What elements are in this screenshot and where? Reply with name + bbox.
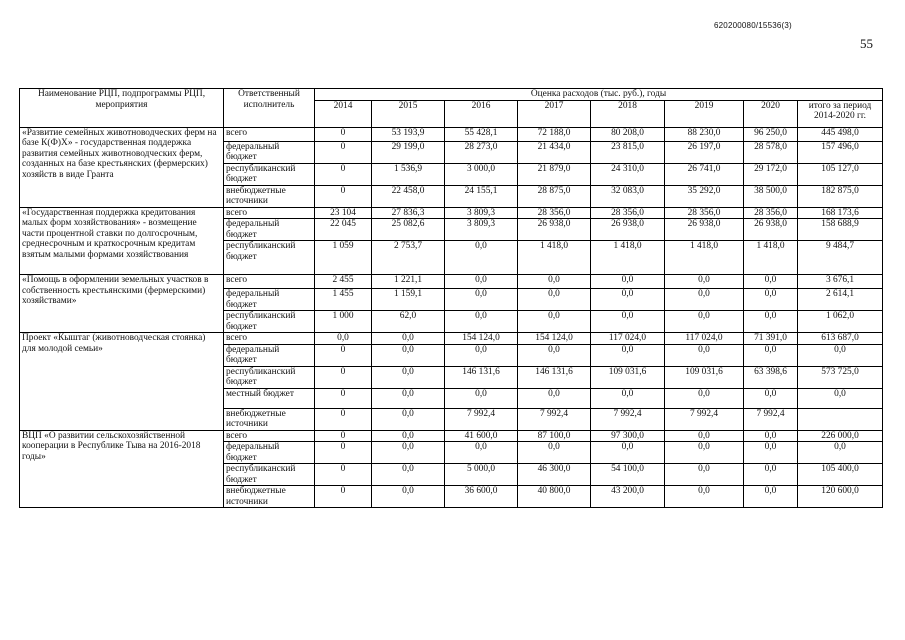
value-cell: 38 500,0 xyxy=(744,185,798,207)
table-row xyxy=(20,127,883,141)
total-value-cell: 9 484,7 xyxy=(798,241,883,275)
value-cell: 28 356,0 xyxy=(591,207,665,219)
value-cell: 0,0 xyxy=(518,311,591,333)
total-value-cell: 105 400,0 xyxy=(798,464,883,486)
value-cell: 0,0 xyxy=(744,442,798,464)
value-cell: 2 753,7 xyxy=(372,241,445,275)
value-cell: 0,0 xyxy=(665,311,744,333)
value-cell: 1 221,1 xyxy=(372,275,445,289)
value-cell: 146 131,6 xyxy=(518,366,591,388)
value-cell: 0,0 xyxy=(372,464,445,486)
value-cell: 0 xyxy=(315,366,372,388)
page-number: 55 xyxy=(860,36,873,51)
funding-source-cell: республиканский бюджет xyxy=(224,163,315,185)
value-cell: 43 200,0 xyxy=(591,486,665,508)
funding-source-cell: федеральный бюджет xyxy=(224,141,315,163)
program-name-cell: «Помощь в оформлении земельных участков в собственность крестьянскими (фермерскими) хозяйствами» xyxy=(20,275,224,333)
value-cell: 0,0 xyxy=(665,442,744,464)
table-row xyxy=(20,207,883,219)
value-cell: 27 836,3 xyxy=(372,207,445,219)
value-cell: 0 xyxy=(315,442,372,464)
total-value-cell: 157 496,0 xyxy=(798,141,883,163)
value-cell: 28 356,0 xyxy=(665,207,744,219)
value-cell: 28 356,0 xyxy=(744,207,798,219)
total-value-cell xyxy=(798,408,883,430)
value-cell: 1 059 xyxy=(315,241,372,275)
value-cell: 1 418,0 xyxy=(744,241,798,275)
value-cell: 1 159,1 xyxy=(372,289,445,311)
value-cell: 0,0 xyxy=(445,344,518,366)
value-cell: 62,0 xyxy=(372,311,445,333)
value-cell: 0,0 xyxy=(518,275,591,289)
value-cell: 0,0 xyxy=(372,430,445,442)
value-cell: 28 273,0 xyxy=(445,141,518,163)
value-cell: 63 398,6 xyxy=(744,366,798,388)
total-value-cell: 2 614,1 xyxy=(798,289,883,311)
value-cell: 5 000,0 xyxy=(445,464,518,486)
value-cell: 0,0 xyxy=(372,442,445,464)
table-row xyxy=(20,333,883,345)
value-cell: 0,0 xyxy=(518,289,591,311)
value-cell: 0 xyxy=(315,127,372,141)
total-value-cell: 168 173,6 xyxy=(798,207,883,219)
program-name-cell: «Развитие семейных животноводческих ферм на базе К(Ф)Х» - государственная поддержка развития семейных животноводческих ферм, созданных на базе крестьянских (фермерских) хозяйств в виде Гранта xyxy=(20,127,224,207)
value-cell: 0 xyxy=(315,141,372,163)
funding-source-cell: федеральный бюджет xyxy=(224,442,315,464)
value-cell: 1 000 xyxy=(315,311,372,333)
value-cell: 0,0 xyxy=(744,289,798,311)
total-value-cell: 120 600,0 xyxy=(798,486,883,508)
year-header: 2017 xyxy=(518,100,591,127)
total-value-cell: 3 676,1 xyxy=(798,275,883,289)
value-cell: 0,0 xyxy=(665,388,744,408)
value-cell: 7 992,4 xyxy=(744,408,798,430)
value-cell: 22 458,0 xyxy=(372,185,445,207)
value-cell: 21 879,0 xyxy=(518,163,591,185)
total-value-cell: 105 127,0 xyxy=(798,163,883,185)
value-cell: 0,0 xyxy=(445,442,518,464)
table-row xyxy=(20,430,883,442)
value-cell: 80 208,0 xyxy=(591,127,665,141)
value-cell: 0 xyxy=(315,408,372,430)
document-id: 620200080/15536(3) xyxy=(714,21,792,30)
funding-source-cell: республиканский бюджет xyxy=(224,464,315,486)
value-cell: 0,0 xyxy=(744,464,798,486)
value-cell: 88 230,0 xyxy=(665,127,744,141)
value-cell: 87 100,0 xyxy=(518,430,591,442)
value-cell: 146 131,6 xyxy=(445,366,518,388)
value-cell: 0 xyxy=(315,163,372,185)
value-cell: 1 418,0 xyxy=(665,241,744,275)
value-cell: 0,0 xyxy=(445,275,518,289)
value-cell: 0 xyxy=(315,430,372,442)
value-cell: 7 992,4 xyxy=(445,408,518,430)
value-cell: 53 193,9 xyxy=(372,127,445,141)
value-cell: 7 992,4 xyxy=(518,408,591,430)
value-cell: 23 815,0 xyxy=(591,141,665,163)
value-cell: 0,0 xyxy=(744,344,798,366)
value-cell: 154 124,0 xyxy=(518,333,591,345)
year-header: 2020 xyxy=(744,100,798,127)
total-header: итого за период 2014-2020 гг. xyxy=(798,100,883,127)
value-cell: 0,0 xyxy=(372,388,445,408)
value-cell: 3 000,0 xyxy=(445,163,518,185)
value-cell: 26 938,0 xyxy=(518,219,591,241)
value-cell: 1 536,9 xyxy=(372,163,445,185)
value-cell: 0,0 xyxy=(445,388,518,408)
value-cell: 97 300,0 xyxy=(591,430,665,442)
value-cell: 0 xyxy=(315,388,372,408)
value-cell: 26 938,0 xyxy=(744,219,798,241)
value-cell: 1 418,0 xyxy=(518,241,591,275)
value-cell: 3 809,3 xyxy=(445,207,518,219)
value-cell: 0,0 xyxy=(591,311,665,333)
header-costs-cell: Оценка расходов (тыс. руб.), годы xyxy=(315,89,883,101)
funding-source-cell: внебюджетные источники xyxy=(224,486,315,508)
value-cell: 29 172,0 xyxy=(744,163,798,185)
value-cell: 0,0 xyxy=(372,366,445,388)
funding-source-cell: федеральный бюджет xyxy=(224,219,315,241)
value-cell: 0,0 xyxy=(744,275,798,289)
funding-source-cell: внебюджетные источники xyxy=(224,185,315,207)
funding-source-cell: республиканский бюджет xyxy=(224,241,315,275)
value-cell: 21 434,0 xyxy=(518,141,591,163)
value-cell: 0,0 xyxy=(518,442,591,464)
value-cell: 22 045 xyxy=(315,219,372,241)
value-cell: 2 455 xyxy=(315,275,372,289)
value-cell: 46 300,0 xyxy=(518,464,591,486)
value-cell: 28 356,0 xyxy=(518,207,591,219)
value-cell: 0 xyxy=(315,185,372,207)
value-cell: 0,0 xyxy=(744,311,798,333)
value-cell: 117 024,0 xyxy=(591,333,665,345)
value-cell: 0,0 xyxy=(591,442,665,464)
value-cell: 109 031,6 xyxy=(591,366,665,388)
value-cell: 26 938,0 xyxy=(591,219,665,241)
header-row-1 xyxy=(20,89,883,101)
program-name-cell: «Государственная поддержка кредитования малых форм хозяйствования» - возмещение части процентной ставки по долгосрочным, среднесрочным и краткосрочным кредитам взятым малыми формами хозяйствования xyxy=(20,207,224,275)
value-cell: 96 250,0 xyxy=(744,127,798,141)
value-cell: 1 455 xyxy=(315,289,372,311)
value-cell: 0,0 xyxy=(315,333,372,345)
value-cell: 0,0 xyxy=(445,311,518,333)
year-header: 2016 xyxy=(445,100,518,127)
funding-source-cell: всего xyxy=(224,430,315,442)
total-value-cell: 182 875,0 xyxy=(798,185,883,207)
value-cell: 0,0 xyxy=(445,241,518,275)
funding-source-cell: республиканский бюджет xyxy=(224,366,315,388)
expense-table xyxy=(19,88,883,508)
value-cell: 0,0 xyxy=(372,333,445,345)
value-cell: 40 800,0 xyxy=(518,486,591,508)
value-cell: 41 600,0 xyxy=(445,430,518,442)
funding-source-cell: внебюджетные источники xyxy=(224,408,315,430)
total-value-cell: 226 000,0 xyxy=(798,430,883,442)
value-cell: 0,0 xyxy=(591,344,665,366)
program-name-cell: Проект «Кыштаг (животноводческая стоянка) для молодой семьи» xyxy=(20,333,224,431)
year-header: 2014 xyxy=(315,100,372,127)
value-cell: 0,0 xyxy=(591,275,665,289)
value-cell: 54 100,0 xyxy=(591,464,665,486)
funding-source-cell: всего xyxy=(224,275,315,289)
value-cell: 0,0 xyxy=(744,430,798,442)
year-header: 2019 xyxy=(665,100,744,127)
value-cell: 0,0 xyxy=(445,289,518,311)
value-cell: 0,0 xyxy=(665,289,744,311)
value-cell: 28 578,0 xyxy=(744,141,798,163)
value-cell: 7 992,4 xyxy=(665,408,744,430)
total-value-cell: 0,0 xyxy=(798,344,883,366)
funding-source-cell: всего xyxy=(224,207,315,219)
total-value-cell: 445 498,0 xyxy=(798,127,883,141)
program-name-cell: ВЦП «О развитии сельскохозяйственной кооперации в Республике Тыва на 2016-2018 годы» xyxy=(20,430,224,508)
value-cell: 0,0 xyxy=(665,344,744,366)
value-cell: 0,0 xyxy=(372,344,445,366)
value-cell: 0,0 xyxy=(665,430,744,442)
year-header: 2018 xyxy=(591,100,665,127)
header-responsible-cell: Ответственный исполнитель xyxy=(224,89,315,128)
value-cell: 24 155,1 xyxy=(445,185,518,207)
value-cell: 0,0 xyxy=(591,388,665,408)
value-cell: 1 418,0 xyxy=(591,241,665,275)
header-name-cell: Наименование РЦП, подпрограммы РЦП, мероприятия xyxy=(20,89,224,128)
value-cell: 0,0 xyxy=(744,486,798,508)
value-cell: 71 391,0 xyxy=(744,333,798,345)
total-value-cell: 158 688,9 xyxy=(798,219,883,241)
value-cell: 0,0 xyxy=(665,275,744,289)
value-cell: 0,0 xyxy=(372,486,445,508)
value-cell: 72 188,0 xyxy=(518,127,591,141)
value-cell: 35 292,0 xyxy=(665,185,744,207)
value-cell: 7 992,4 xyxy=(591,408,665,430)
funding-source-cell: республиканский бюджет xyxy=(224,311,315,333)
value-cell: 0,0 xyxy=(372,408,445,430)
value-cell: 0,0 xyxy=(518,388,591,408)
value-cell: 55 428,1 xyxy=(445,127,518,141)
value-cell: 154 124,0 xyxy=(445,333,518,345)
value-cell: 23 104 xyxy=(315,207,372,219)
funding-source-cell: федеральный бюджет xyxy=(224,289,315,311)
funding-source-cell: всего xyxy=(224,127,315,141)
value-cell: 0,0 xyxy=(744,388,798,408)
value-cell: 0 xyxy=(315,464,372,486)
total-value-cell: 0,0 xyxy=(798,442,883,464)
funding-source-cell: федеральный бюджет xyxy=(224,344,315,366)
value-cell: 0 xyxy=(315,486,372,508)
value-cell: 0 xyxy=(315,344,372,366)
value-cell: 24 310,0 xyxy=(591,163,665,185)
value-cell: 3 809,3 xyxy=(445,219,518,241)
table-row xyxy=(20,275,883,289)
total-value-cell: 573 725,0 xyxy=(798,366,883,388)
value-cell: 0,0 xyxy=(665,464,744,486)
value-cell: 32 083,0 xyxy=(591,185,665,207)
total-value-cell: 0,0 xyxy=(798,388,883,408)
value-cell: 25 082,6 xyxy=(372,219,445,241)
total-value-cell: 1 062,0 xyxy=(798,311,883,333)
funding-source-cell: местный бюджет xyxy=(224,388,315,408)
funding-source-cell: всего xyxy=(224,333,315,345)
year-header: 2015 xyxy=(372,100,445,127)
value-cell: 0,0 xyxy=(665,486,744,508)
value-cell: 117 024,0 xyxy=(665,333,744,345)
value-cell: 28 875,0 xyxy=(518,185,591,207)
value-cell: 36 600,0 xyxy=(445,486,518,508)
total-value-cell: 613 687,0 xyxy=(798,333,883,345)
value-cell: 0,0 xyxy=(591,289,665,311)
value-cell: 26 197,0 xyxy=(665,141,744,163)
value-cell: 0,0 xyxy=(518,344,591,366)
value-cell: 26 741,0 xyxy=(665,163,744,185)
value-cell: 26 938,0 xyxy=(665,219,744,241)
value-cell: 109 031,6 xyxy=(665,366,744,388)
value-cell: 29 199,0 xyxy=(372,141,445,163)
